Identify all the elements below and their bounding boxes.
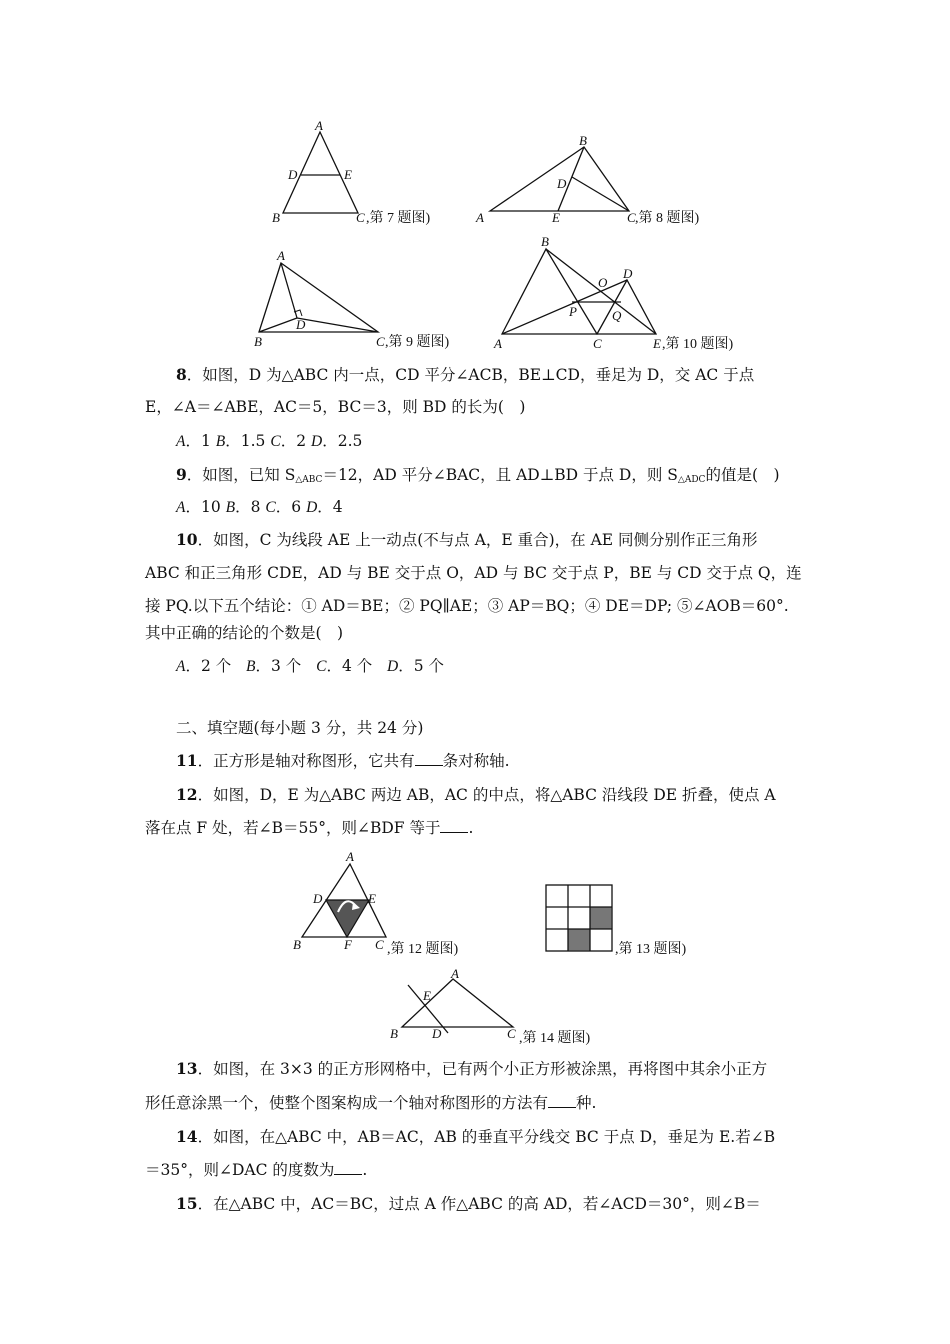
- svg-text:C: C: [375, 937, 384, 952]
- q15-line1: 15．在△ABC 中，AC＝BC，过点 A 作△ABC 的高 AD，若∠ACD＝30°，则∠B＝: [176, 1194, 761, 1213]
- q14-line2: ＝35°，则∠DAC 的度数为 .: [145, 1161, 368, 1179]
- svg-text:B: B: [541, 234, 549, 249]
- figure-9: [250, 248, 470, 357]
- svg-text:E: E: [653, 336, 661, 351]
- svg-text:E: E: [552, 210, 560, 225]
- figure-8-caption: ,第 8 题图): [635, 211, 700, 226]
- q13-line1: 13．如图，在 3×3 的正方形网格中，已有两个小正方形被涂黑，再将图中其余小正方: [176, 1059, 768, 1078]
- figure-9-caption: ,第 9 题图): [385, 335, 450, 350]
- q12-blank[interactable]: [440, 818, 468, 833]
- svg-text:D: D: [432, 1026, 442, 1041]
- figure-13: [545, 884, 715, 963]
- q12-line1: 12．如图，D，E 为△ABC 两边 AB，AC 的中点，将△ABC 沿线段 DE 折叠，使点 A: [176, 785, 776, 804]
- q9-options: A．10 B．8 C．6 D．4: [176, 498, 343, 516]
- svg-text:C: C: [376, 334, 385, 349]
- q8-line1: 8．如图，D 为△ABC 内一点，CD 平分∠ACB，BE⊥CD，垂足为 D，交 AC 于点: [176, 365, 755, 384]
- svg-text:A: A: [476, 210, 484, 225]
- q14-line1: 14．如图，在△ABC 中，AB＝AC，AB 的垂直平分线交 BC 于点 D，垂足为 E.若∠B: [176, 1127, 776, 1146]
- svg-text:B: B: [293, 937, 301, 952]
- q10-line1: 10．如图，C 为线段 AE 上一动点(不与点 A，E 重合)，在 AE 同侧分别作正三角形: [176, 530, 758, 549]
- q10-options: A．2 个 B．3 个 C．4 个 D．5 个: [176, 657, 445, 675]
- svg-text:C: C: [593, 336, 602, 351]
- q11-blank[interactable]: [415, 751, 443, 766]
- q11-line: 11．正方形是轴对称图形，它共有 条对称轴.: [176, 751, 510, 770]
- svg-text:P: P: [569, 304, 577, 319]
- figure-14: [388, 968, 628, 1054]
- q14-blank[interactable]: [334, 1160, 362, 1175]
- svg-text:A: A: [346, 849, 354, 864]
- q10-line4: 其中正确的结论的个数是( ): [145, 624, 344, 642]
- svg-text:B: B: [390, 1026, 398, 1041]
- q13-blank[interactable]: [548, 1093, 576, 1108]
- svg-text:D: D: [313, 891, 323, 906]
- q10-line3: 接 PQ.以下五个结论：① AD＝BE；② PQ∥AE；③ AP＝BQ；④ DE＝DP; ⑤∠AOB＝60°.: [145, 597, 789, 615]
- svg-text:E: E: [423, 988, 431, 1003]
- svg-text:D: D: [557, 176, 567, 191]
- svg-text:A: A: [277, 248, 285, 263]
- svg-text:B: B: [272, 210, 280, 225]
- svg-text:A: A: [315, 118, 323, 133]
- figure-8: [472, 132, 732, 236]
- q8-options: A．1 B．1.5 C．2 D．2.5: [176, 432, 363, 450]
- section-2-heading: 二、填空题(每小题 3 分，共 24 分): [176, 719, 424, 737]
- figure-10-caption: ,第 10 题图): [662, 337, 734, 352]
- svg-text:O: O: [598, 275, 608, 290]
- svg-text:F: F: [344, 937, 352, 952]
- figure-12: [290, 848, 490, 964]
- svg-text:A: A: [494, 336, 502, 351]
- svg-text:E: E: [344, 167, 352, 182]
- svg-text:A: A: [451, 966, 459, 981]
- figure-7-caption: ,第 7 题图): [366, 211, 431, 226]
- q12-line2: 落在点 F 处，若∠B＝55°，则∠BDF 等于 .: [145, 819, 474, 837]
- figure-7: [270, 118, 470, 237]
- q9-line: 9．如图，已知 $S_{\triangle ABC}=12$，AD 平分∠BAC，且 AD⊥BD 于点 D，则 $S_{\triangle ADC}$的值是( ): [176, 465, 780, 485]
- figure-12-caption: ,第 12 题图): [387, 942, 459, 957]
- svg-text:B: B: [579, 133, 587, 148]
- figure-14-caption: ,第 14 题图): [519, 1031, 591, 1046]
- q10-line2: ABC 和正三角形 CDE，AD 与 BE 交于点 O，AD 与 BC 交于点 P，BE 与 CD 交于点 Q，连: [145, 564, 802, 582]
- svg-text:C: C: [627, 210, 636, 225]
- figure-10: [490, 232, 760, 358]
- svg-text:Q: Q: [612, 308, 622, 323]
- svg-text:C: C: [507, 1026, 516, 1041]
- svg-text:D: D: [296, 317, 306, 332]
- svg-text:E: E: [368, 891, 376, 906]
- q13-line2: 形任意涂黑一个，使整个图案构成一个轴对称图形的方法有 种.: [145, 1094, 597, 1112]
- svg-text:D: D: [288, 167, 298, 182]
- figure-13-caption: ,第 13 题图): [615, 942, 687, 957]
- svg-text:D: D: [623, 266, 633, 281]
- svg-text:B: B: [254, 334, 262, 349]
- svg-text:C: C: [356, 210, 365, 225]
- q8-line2: E，∠A＝∠ABE，AC＝5，BC＝3，则 BD 的长为( ): [145, 398, 526, 416]
